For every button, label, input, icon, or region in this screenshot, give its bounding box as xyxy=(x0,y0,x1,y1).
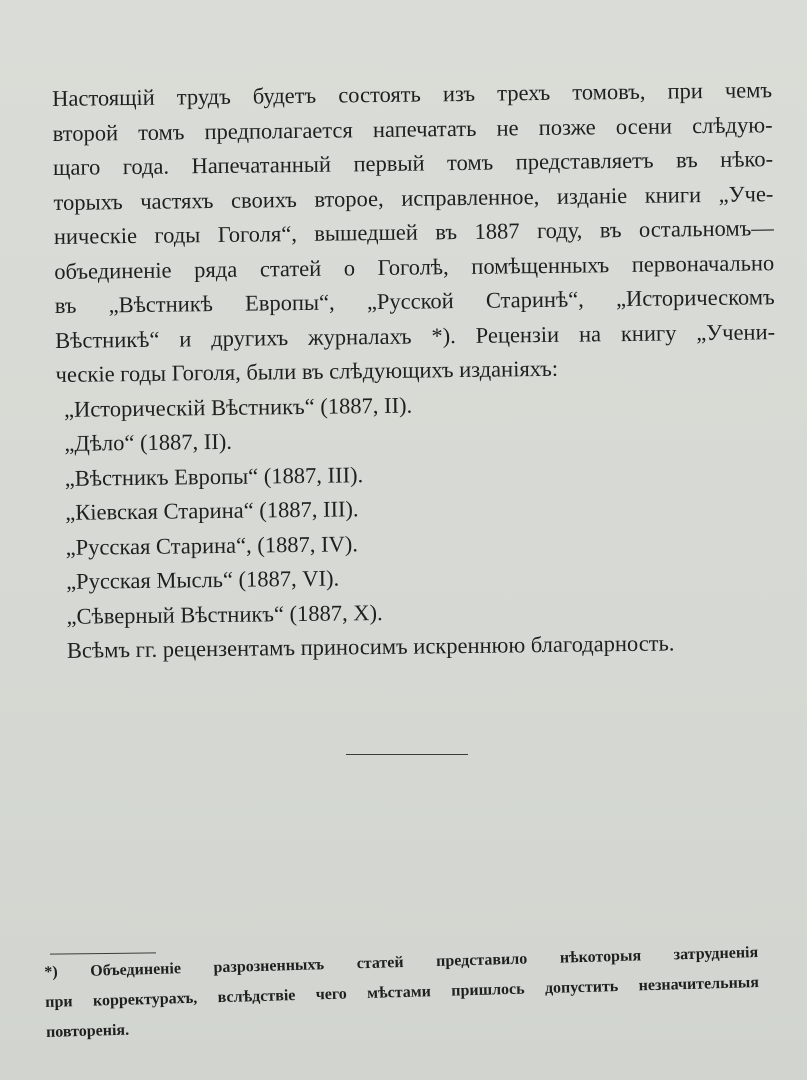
closing-line: Всѣмъ гг. рецензентамъ приносимъ искреннюю благодарность. xyxy=(66,630,675,663)
footnote-line: повторенія. xyxy=(45,1021,130,1041)
review-item: „Вѣстникъ Европы“ (1887, III). xyxy=(64,461,364,491)
review-item: „Историческій Вѣстникъ“ (1887, II). xyxy=(63,392,413,422)
review-item: „Русская Мысль“ (1887, VI). xyxy=(65,565,340,594)
section-separator xyxy=(346,754,468,755)
text-line: въ „Вѣстникѣ Европы“, „Русской Старинѣ“, „Историческомъ xyxy=(54,284,775,318)
text-line: объединеніе ряда статей о Гоголѣ, помѣщенныхъ первоначально xyxy=(54,249,775,284)
review-item: „Кіевская Старина“ (1887, III). xyxy=(65,496,359,525)
review-item: „Русская Старина“, (1887, IV). xyxy=(65,530,359,560)
footnote xyxy=(44,938,760,1048)
text-line: Вѣстникѣ“ и другихъ журналахъ *). Рецензіи на книгу „Учени- xyxy=(54,318,776,353)
review-item: „Сѣверный Вѣстникъ“ (1887, X). xyxy=(66,599,383,629)
text-line: ческіе годы Гоголя, были въ слѣдующихъ изданіяхъ: xyxy=(55,355,559,387)
text-line: щаго года. Напечатанный первый томъ представляетъ въ нѣко- xyxy=(52,146,774,180)
text-line: второй томъ предполагается напечатать не позже осени слѣдую- xyxy=(52,111,773,146)
footnote-line: при корректурахъ, вслѣдствіе чего мѣстами пришлось допустить незначительныя xyxy=(45,974,760,1011)
text-line: торыхъ частяхъ своихъ второе, исправленное, изданіе книги „Уче- xyxy=(53,180,774,215)
text-line: Настоящій трудъ будетъ состоять изъ трехъ томовъ, при чемъ xyxy=(52,77,773,111)
main-paragraph xyxy=(52,73,779,668)
review-item: „Дѣло“ (1887, II). xyxy=(64,428,233,456)
footnote-line: *) Объединеніе разрозненныхъ статей представило нѣкоторыя затрудненія xyxy=(44,944,759,981)
text-line: ническіе годы Гоголя“, вышедшей въ 1887 году, въ остальномъ— xyxy=(53,215,774,249)
